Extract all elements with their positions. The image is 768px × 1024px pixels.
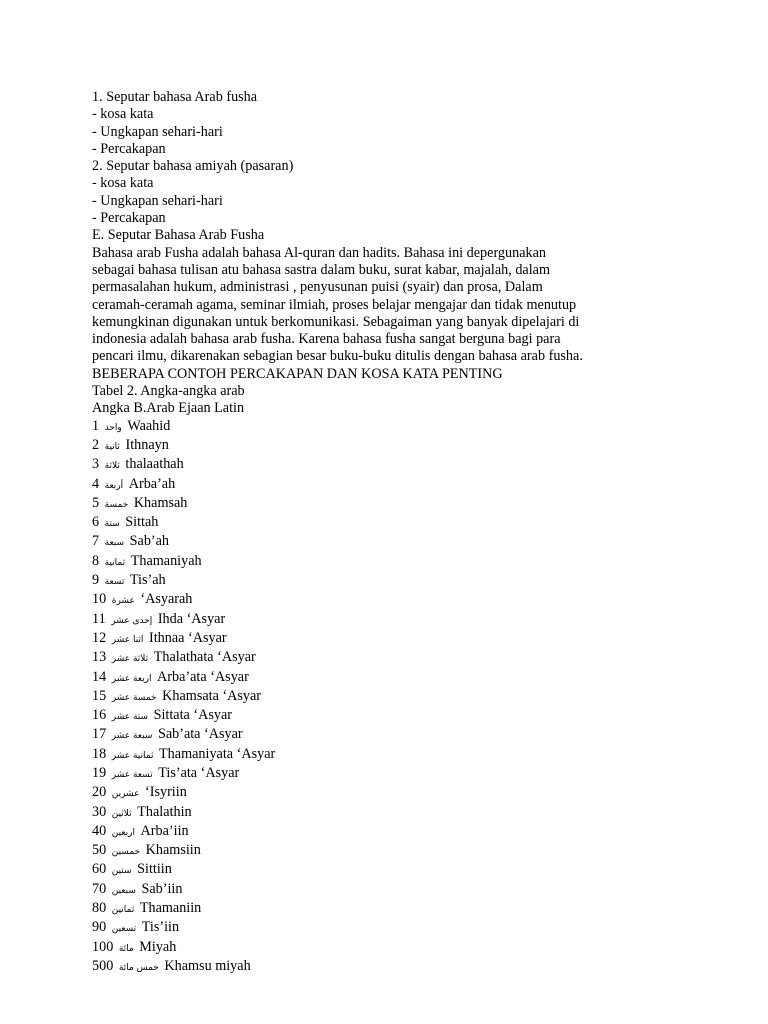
section-heading: E. Seputar Bahasa Arab Fusha bbox=[92, 227, 265, 244]
number-digit: 13 bbox=[92, 649, 107, 666]
number-latin: thalaathah bbox=[125, 456, 184, 473]
number-row bbox=[92, 804, 692, 823]
number-latin: ‘Isyriin bbox=[145, 784, 187, 801]
number-digit: 500 bbox=[92, 957, 114, 974]
number-arabic: ثمانية bbox=[104, 557, 126, 568]
number-row bbox=[92, 630, 692, 649]
number-latin: Sab’iin bbox=[141, 880, 183, 897]
number-arabic: خمسة عشر bbox=[111, 692, 157, 703]
number-digit: 12 bbox=[92, 629, 107, 646]
number-row bbox=[92, 900, 692, 919]
number-latin: Thalathin bbox=[137, 803, 192, 820]
number-arabic: ثلاثين bbox=[111, 808, 132, 819]
number-row bbox=[92, 437, 692, 456]
number-arabic: سبعة bbox=[104, 538, 125, 549]
number-arabic: أربعة bbox=[104, 480, 124, 491]
number-latin: Khamsah bbox=[133, 494, 188, 511]
number-row bbox=[92, 591, 692, 610]
paragraph-line: kemungkinan digunakan untuk berkomunikasi. Sebagaiman yang banyak dipelajari di bbox=[92, 313, 580, 330]
number-latin: Arba’ah bbox=[128, 475, 176, 492]
number-row bbox=[92, 553, 692, 572]
number-arabic: إحدى عشر bbox=[111, 615, 153, 626]
number-latin: Khamsu miyah bbox=[164, 957, 251, 974]
number-row bbox=[92, 688, 692, 707]
number-arabic: سبعين bbox=[111, 885, 136, 896]
number-latin: Arba’ata ‘Asyar bbox=[157, 668, 249, 685]
number-digit: 60 bbox=[92, 861, 107, 878]
number-row bbox=[92, 939, 692, 958]
document-page bbox=[92, 89, 692, 977]
number-row bbox=[92, 823, 692, 842]
number-arabic: مائة bbox=[118, 943, 134, 954]
number-latin: Ihda ‘Asyar bbox=[157, 610, 226, 627]
number-latin: Tis’ah bbox=[129, 572, 166, 589]
number-digit: 40 bbox=[92, 822, 107, 839]
number-row bbox=[92, 669, 692, 688]
number-latin: Thamaniyah bbox=[130, 552, 202, 569]
number-row bbox=[92, 726, 692, 745]
number-row bbox=[92, 572, 692, 591]
number-digit: 90 bbox=[92, 919, 107, 936]
number-latin: Sittiin bbox=[137, 861, 172, 878]
text-line: - kosa kata bbox=[92, 106, 154, 123]
text-line: 2. Seputar bahasa amiyah (pasaran) bbox=[92, 158, 294, 175]
number-row bbox=[92, 861, 692, 880]
number-arabic: ثانية bbox=[104, 441, 120, 452]
number-latin: Thalathata ‘Asyar bbox=[153, 649, 256, 666]
number-digit: 50 bbox=[92, 842, 107, 859]
numbers-list bbox=[92, 418, 692, 978]
number-digit: 100 bbox=[92, 938, 114, 955]
number-digit: 10 bbox=[92, 591, 107, 608]
number-latin: Sittah bbox=[125, 514, 159, 531]
number-row bbox=[92, 958, 692, 977]
number-digit: 3 bbox=[92, 456, 100, 473]
number-latin: Sab’ah bbox=[129, 533, 170, 550]
number-digit: 30 bbox=[92, 803, 107, 820]
number-arabic: اربعة عشر bbox=[111, 673, 152, 684]
text-line: - Percakapan bbox=[92, 140, 166, 157]
number-latin: Waahid bbox=[127, 417, 171, 434]
number-arabic: ستة عشر bbox=[111, 712, 149, 723]
number-digit: 20 bbox=[92, 784, 107, 801]
paragraph-line: pencari ilmu, dikarenakan sebagian besar buku-buku ditulis dengan bahasa arab fusha. bbox=[92, 348, 583, 365]
number-digit: 8 bbox=[92, 552, 100, 569]
number-arabic: ستين bbox=[111, 866, 132, 877]
number-row bbox=[92, 842, 692, 861]
number-latin: Khamsata ‘Asyar bbox=[162, 687, 262, 704]
table-header: Angka B.Arab Ejaan Latin bbox=[92, 400, 245, 417]
paragraph-line: Bahasa arab Fusha adalah bahasa Al-quran dan hadits. Bahasa ini depergunakan bbox=[92, 244, 546, 261]
number-digit: 16 bbox=[92, 707, 107, 724]
number-arabic: خمسين bbox=[111, 847, 141, 858]
number-row bbox=[92, 418, 692, 437]
number-latin: Sab’ata ‘Asyar bbox=[157, 726, 243, 743]
number-digit: 18 bbox=[92, 745, 107, 762]
number-latin: Miyah bbox=[139, 938, 177, 955]
number-digit: 4 bbox=[92, 475, 100, 492]
number-row bbox=[92, 649, 692, 668]
fusha-paragraph bbox=[92, 245, 692, 366]
number-row bbox=[92, 611, 692, 630]
number-digit: 14 bbox=[92, 668, 107, 685]
number-digit: 7 bbox=[92, 533, 100, 550]
number-latin: Khamsiin bbox=[145, 842, 201, 859]
number-arabic: خمسة bbox=[104, 499, 129, 510]
number-arabic: ثمانية عشر bbox=[111, 750, 154, 761]
text-line: 1. Seputar bahasa Arab fusha bbox=[92, 89, 258, 105]
text-line: - Ungkapan sehari-hari bbox=[92, 123, 223, 140]
number-row bbox=[92, 476, 692, 495]
paragraph-line: sebagai bahasa tulisan atu bahasa sastra dalam buku, surat kabar, majalah, dalam bbox=[92, 261, 550, 278]
number-arabic: تسعين bbox=[111, 924, 137, 935]
paragraph-line: permasalahan hukum, administrasi , penyusunan puisi (syair) dan prosa, Dalam bbox=[92, 279, 543, 296]
number-arabic: واحد bbox=[104, 422, 122, 433]
number-latin: Thamaniin bbox=[139, 900, 202, 917]
caps-heading: BEBERAPA CONTOH PERCAKAPAN DAN KOSA KATA PENTING bbox=[92, 365, 503, 382]
number-row bbox=[92, 919, 692, 938]
number-latin: Sittata ‘Asyar bbox=[153, 707, 232, 724]
number-digit: 17 bbox=[92, 726, 107, 743]
number-arabic: سبعة عشر bbox=[111, 731, 153, 742]
text-line: - Percakapan bbox=[92, 210, 166, 227]
number-digit: 70 bbox=[92, 880, 107, 897]
number-arabic: ثمانين bbox=[111, 905, 135, 916]
number-arabic: عشرين bbox=[111, 789, 140, 800]
paragraph-line: ceramah-ceramah agama, seminar ilmiah, proses belajar mengajar dan tidak menutup bbox=[92, 296, 577, 313]
paragraph-line: indonesia adalah bahasa arab fusha. Karena bahasa fusha sangat berguna bagi para bbox=[92, 331, 561, 348]
number-latin: Ithnayn bbox=[125, 436, 169, 453]
number-digit: 9 bbox=[92, 572, 100, 589]
table-caption: Tabel 2. Angka-angka arab bbox=[92, 383, 245, 400]
number-digit: 19 bbox=[92, 764, 107, 781]
number-arabic: تسعة bbox=[104, 577, 125, 588]
number-arabic: خمس مائة bbox=[118, 962, 159, 973]
intro-lines bbox=[92, 89, 692, 245]
number-row bbox=[92, 784, 692, 803]
number-digit: 1 bbox=[92, 417, 100, 434]
number-arabic: تسعة عشر bbox=[111, 769, 153, 780]
number-latin: Arba’iin bbox=[140, 822, 189, 839]
number-latin: Tis’iin bbox=[141, 919, 180, 936]
number-arabic: ستة bbox=[104, 519, 120, 530]
number-digit: 6 bbox=[92, 514, 100, 531]
number-digit: 80 bbox=[92, 900, 107, 917]
number-arabic: عشرة bbox=[111, 596, 135, 607]
number-latin: Tis’ata ‘Asyar bbox=[158, 764, 240, 781]
number-latin: Ithnaa ‘Asyar bbox=[148, 629, 227, 646]
number-arabic: ثلاثة bbox=[104, 461, 120, 472]
number-row bbox=[92, 495, 692, 514]
number-row bbox=[92, 746, 692, 765]
number-arabic: اربعين bbox=[111, 827, 135, 838]
number-arabic: اثنا عشر bbox=[111, 634, 144, 645]
text-line: - kosa kata bbox=[92, 175, 154, 192]
number-row bbox=[92, 707, 692, 726]
number-row bbox=[92, 881, 692, 900]
number-digit: 15 bbox=[92, 687, 107, 704]
number-row bbox=[92, 533, 692, 552]
number-row bbox=[92, 765, 692, 784]
number-latin: ‘Asyarah bbox=[140, 591, 193, 608]
number-row bbox=[92, 456, 692, 475]
number-digit: 2 bbox=[92, 436, 100, 453]
text-line: - Ungkapan sehari-hari bbox=[92, 192, 223, 209]
number-digit: 5 bbox=[92, 494, 100, 511]
number-digit: 11 bbox=[92, 610, 106, 627]
table-intro bbox=[92, 366, 692, 418]
number-arabic: ثلاثة عشر bbox=[111, 654, 149, 665]
number-latin: Thamaniyata ‘Asyar bbox=[159, 745, 276, 762]
number-row bbox=[92, 514, 692, 533]
